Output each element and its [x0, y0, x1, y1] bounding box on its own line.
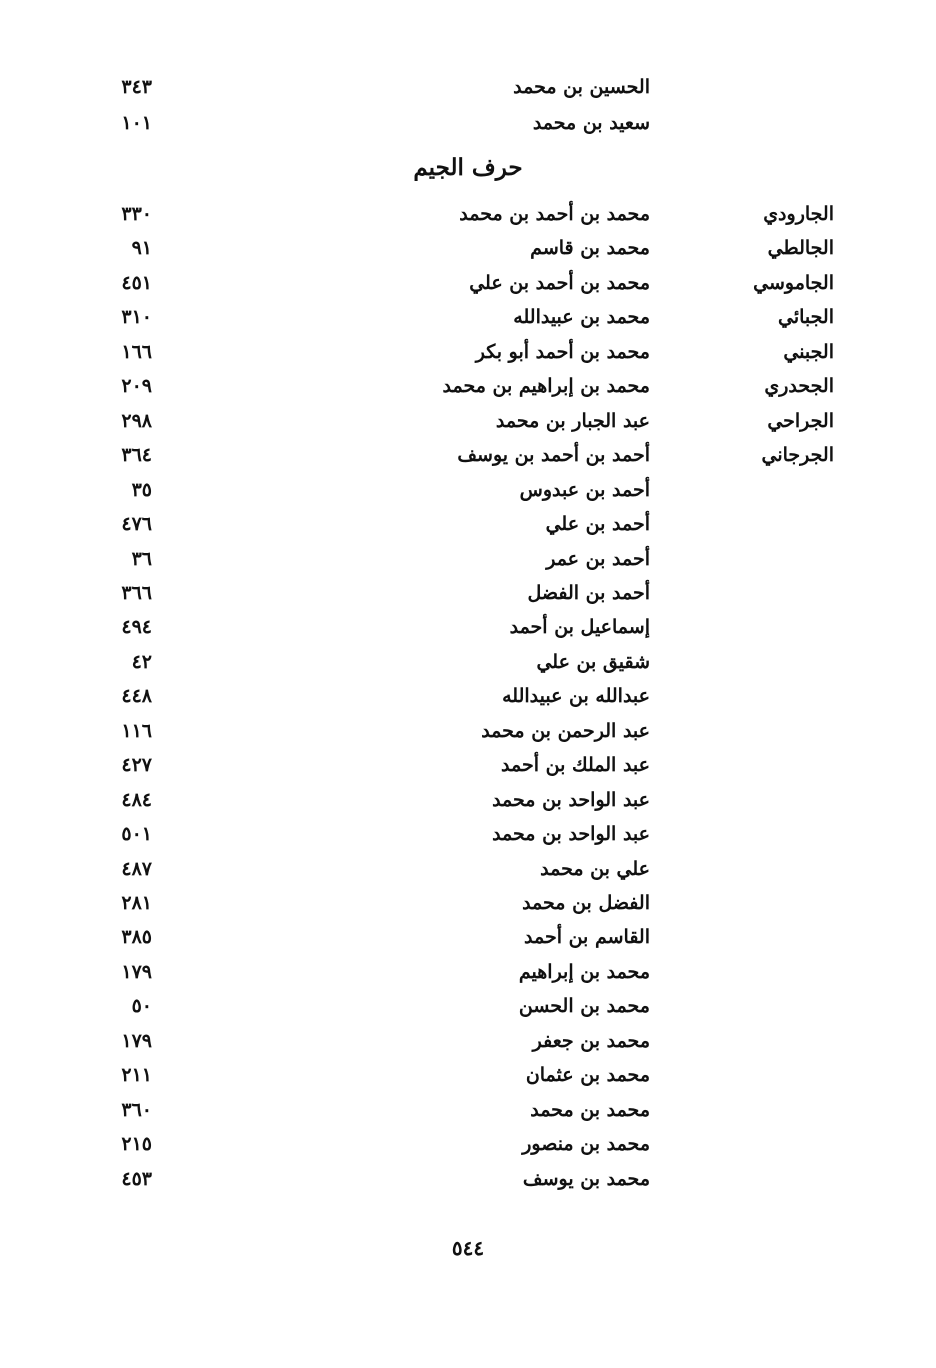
entry-nisba: الجبائي: [778, 306, 834, 328]
entry-name: عبد الرحمن بن محمد: [481, 720, 650, 742]
entry-name: محمد بن محمد: [530, 1099, 650, 1121]
entry-page-ref: ٤٥٣: [121, 1168, 152, 1190]
entry-name: محمد بن أحمد أبو بكر: [475, 341, 650, 363]
entry-name: عبد الجبار بن محمد: [495, 410, 650, 432]
entry-page-ref: ٥٠: [131, 995, 152, 1017]
index-entry: [0, 1162, 936, 1196]
entry-name: عبد الواحد بن محمد: [492, 823, 650, 845]
entry-page-ref: ٢٩٨: [121, 410, 152, 432]
index-entry: [0, 955, 936, 989]
index-entry: [0, 576, 936, 610]
page-number: ٥٤٤: [451, 1236, 485, 1260]
entry-page-ref: ٣٣٠: [121, 203, 152, 225]
entry-name: أحمد بن أحمد بن يوسف: [457, 444, 650, 466]
entry-name: الفضل بن محمد: [522, 892, 650, 914]
entry-page-ref: ١٧٩: [121, 961, 152, 983]
index-entry: [0, 266, 936, 300]
entry-name: محمد بن قاسم: [530, 237, 650, 259]
entry-name: إسماعيل بن أحمد: [509, 616, 650, 638]
index-entry: [0, 989, 936, 1023]
entry-name: محمد بن جعفر: [532, 1030, 650, 1052]
index-entry: [0, 610, 936, 644]
entry-page-ref: ٤٨٤: [121, 789, 152, 811]
index-entry: [0, 438, 936, 472]
entry-name: الحسين بن محمد: [513, 76, 650, 98]
entry-page-ref: ٤٥١: [121, 272, 152, 294]
entry-name: شقيق بن علي: [536, 651, 650, 673]
section-title: حرف الجيم: [413, 154, 523, 181]
entry-nisba: الجبني: [783, 341, 834, 363]
entry-page-ref: ١١٦: [121, 720, 152, 742]
index-entry: [0, 783, 936, 817]
index-entry: [0, 852, 936, 886]
entry-name: عبدالله بن عبيدالله: [502, 685, 650, 707]
entry-name: أحمد بن عمر: [546, 548, 650, 570]
entry-name: أحمد بن عبدوس: [519, 479, 650, 501]
index-entry: [0, 70, 936, 104]
index-entry: [0, 679, 936, 713]
entry-page-ref: ١٦٦: [121, 341, 152, 363]
index-entry: [0, 542, 936, 576]
entry-nisba: الجرجاني: [761, 444, 834, 466]
entry-name: محمد بن منصور: [522, 1133, 650, 1155]
entry-page-ref: ٤٨٧: [121, 858, 152, 880]
entry-page-ref: ٣٤٣: [121, 76, 152, 98]
entry-page-ref: ٩١: [131, 237, 152, 259]
entry-name: سعيد بن محمد: [532, 112, 650, 134]
index-entry: [0, 231, 936, 265]
index-entry: [0, 748, 936, 782]
entry-name: أحمد بن علي: [545, 513, 650, 535]
entry-name: أحمد بن الفضل: [527, 582, 650, 604]
entry-name: محمد بن أحمد بن محمد: [459, 203, 650, 225]
index-entry: [0, 1024, 936, 1058]
entry-page-ref: ٣١٠: [121, 306, 152, 328]
index-entry: [0, 1127, 936, 1161]
entry-page-ref: ٤٩٤: [121, 616, 152, 638]
index-entry: [0, 335, 936, 369]
index-entry: [0, 197, 936, 231]
entry-name: محمد بن إبراهيم: [518, 961, 650, 983]
entry-nisba: الجاموسي: [753, 272, 834, 294]
entry-page-ref: ٤٢٧: [121, 754, 152, 776]
entry-name: علي بن محمد: [540, 858, 650, 880]
entry-page-ref: ٢١٥: [121, 1133, 152, 1155]
entry-name: محمد بن الحسن: [518, 995, 650, 1017]
entry-nisba: الجالطي: [767, 237, 834, 259]
entry-page-ref: ٤٧٦: [121, 513, 152, 535]
entry-page-ref: ٣٦٤: [121, 444, 152, 466]
index-entry: [0, 817, 936, 851]
entry-page-ref: ١٠١: [121, 112, 152, 134]
index-entry: [0, 106, 936, 140]
entry-page-ref: ٢٠٩: [121, 375, 152, 397]
entry-name: عبد الملك بن أحمد: [501, 754, 650, 776]
entry-page-ref: ٥٠١: [121, 823, 152, 845]
entry-page-ref: ٤٢: [131, 651, 152, 673]
entry-name: القاسم بن أحمد: [524, 926, 650, 948]
index-entry: [0, 645, 936, 679]
entry-page-ref: ٤٤٨: [121, 685, 152, 707]
entry-page-ref: ٢١١: [121, 1064, 152, 1086]
index-entry: [0, 1093, 936, 1127]
entry-nisba: الجارودي: [763, 203, 834, 225]
entry-name: محمد بن عبيدالله: [513, 306, 650, 328]
index-entry: [0, 404, 936, 438]
index-entry: [0, 300, 936, 334]
index-entry: [0, 886, 936, 920]
entry-nisba: الجحدري: [764, 375, 834, 397]
entry-nisba: الجراحي: [767, 410, 834, 432]
entry-page-ref: ٣٦٦: [121, 582, 152, 604]
entry-page-ref: ٣٦: [131, 548, 152, 570]
entry-name: محمد بن إبراهيم بن محمد: [442, 375, 650, 397]
entry-page-ref: ١٧٩: [121, 1030, 152, 1052]
index-entry: [0, 507, 936, 541]
entry-page-ref: ٣٨٥: [121, 926, 152, 948]
entry-name: عبد الواحد بن محمد: [492, 789, 650, 811]
index-entry: [0, 1058, 936, 1092]
index-entry: [0, 369, 936, 403]
entry-page-ref: ٣٦٠: [121, 1099, 152, 1121]
index-entry: [0, 473, 936, 507]
entry-page-ref: ٢٨١: [121, 892, 152, 914]
entry-name: محمد بن أحمد بن علي: [469, 272, 650, 294]
entry-page-ref: ٣٥: [131, 479, 152, 501]
entry-name: محمد بن عثمان: [525, 1064, 650, 1086]
index-entry: [0, 920, 936, 954]
index-entry: [0, 714, 936, 748]
entry-name: محمد بن يوسف: [522, 1168, 650, 1190]
